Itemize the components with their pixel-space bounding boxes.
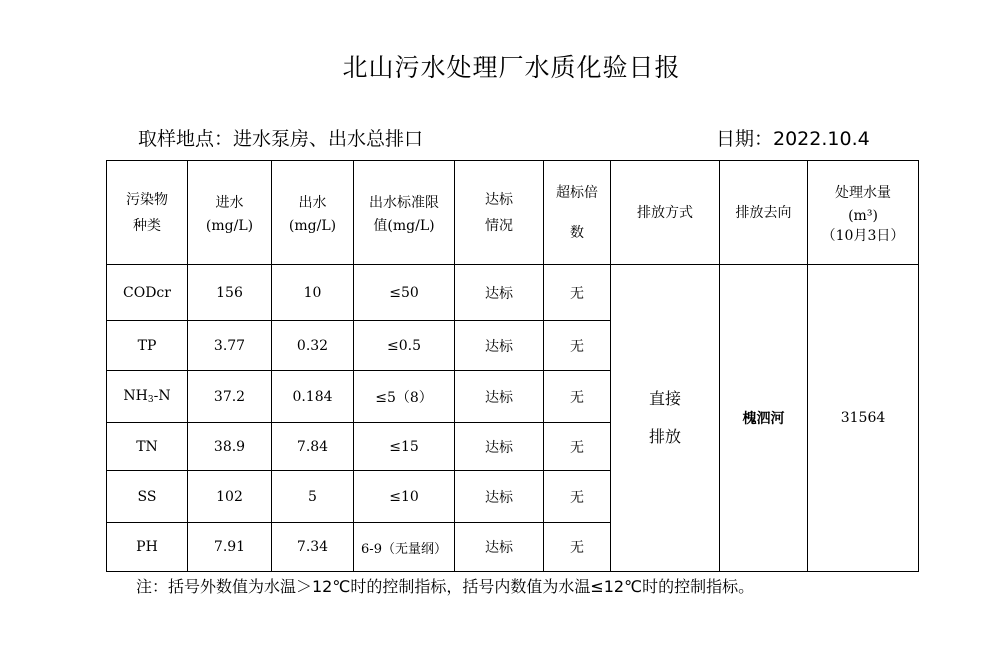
inflow-value: 102: [188, 471, 272, 523]
header-pollutant: 污染物 种类: [107, 161, 188, 265]
header-volume: 处理水量 (m³) （10月3日）: [808, 161, 919, 265]
header-limit: 出水标准限 值(mg/L): [354, 161, 455, 265]
outflow-value: 7.34: [272, 523, 354, 572]
inflow-value: 156: [188, 265, 272, 321]
treated-volume: 31564: [808, 265, 919, 572]
status-value: 达标: [455, 321, 544, 371]
inflow-value: 37.2: [188, 371, 272, 423]
inflow-value: 38.9: [188, 423, 272, 471]
footnote: 注：括号外数值为水温＞12℃时的控制指标，括号内数值为水温≤12℃时的控制指标。: [136, 577, 755, 596]
status-value: 达标: [455, 371, 544, 423]
report-title: 北山污水处理厂水质化验日报: [342, 53, 681, 82]
status-value: 达标: [455, 471, 544, 523]
pollutant-name: SS: [107, 471, 188, 523]
pollutant-name: NH3-N: [107, 371, 188, 423]
limit-value: ≤5（8）: [354, 371, 455, 423]
header-method: 排放方式: [611, 161, 720, 265]
limit-value: ≤15: [354, 423, 455, 471]
header-direction: 排放去向: [720, 161, 808, 265]
discharge-direction: 槐泗河: [720, 265, 808, 572]
status-value: 达标: [455, 265, 544, 321]
header-outflow: 出水 (mg/L): [272, 161, 354, 265]
limit-value: ≤10: [354, 471, 455, 523]
exceed-value: 无: [544, 265, 611, 321]
outflow-value: 0.32: [272, 321, 354, 371]
water-quality-table: [106, 160, 919, 572]
exceed-value: 无: [544, 321, 611, 371]
pollutant-name: TN: [107, 423, 188, 471]
limit-value: 6-9（无量纲）: [354, 523, 455, 572]
table-row: [107, 265, 919, 321]
exceed-value: 无: [544, 471, 611, 523]
outflow-value: 7.84: [272, 423, 354, 471]
header-status: 达标 情况: [455, 161, 544, 265]
limit-value: ≤0.5: [354, 321, 455, 371]
limit-value: ≤50: [354, 265, 455, 321]
inflow-value: 3.77: [188, 321, 272, 371]
status-value: 达标: [455, 523, 544, 572]
header-row: [107, 161, 919, 265]
outflow-value: 0.184: [272, 371, 354, 423]
outflow-value: 10: [272, 265, 354, 321]
exceed-value: 无: [544, 371, 611, 423]
pollutant-name: TP: [107, 321, 188, 371]
pollutant-name: PH: [107, 523, 188, 572]
header-inflow: 进水 (mg/L): [188, 161, 272, 265]
exceed-value: 无: [544, 523, 611, 572]
sampling-location: 取样地点：进水泵房、出水总排口: [138, 128, 424, 150]
discharge-method: 直接 排放: [611, 265, 720, 572]
header-exceed: 超标倍 数: [544, 161, 611, 265]
report-date: 日期：2022.10.4: [716, 128, 870, 150]
pollutant-name: CODcr: [107, 265, 188, 321]
status-value: 达标: [455, 423, 544, 471]
outflow-value: 5: [272, 471, 354, 523]
exceed-value: 无: [544, 423, 611, 471]
inflow-value: 7.91: [188, 523, 272, 572]
